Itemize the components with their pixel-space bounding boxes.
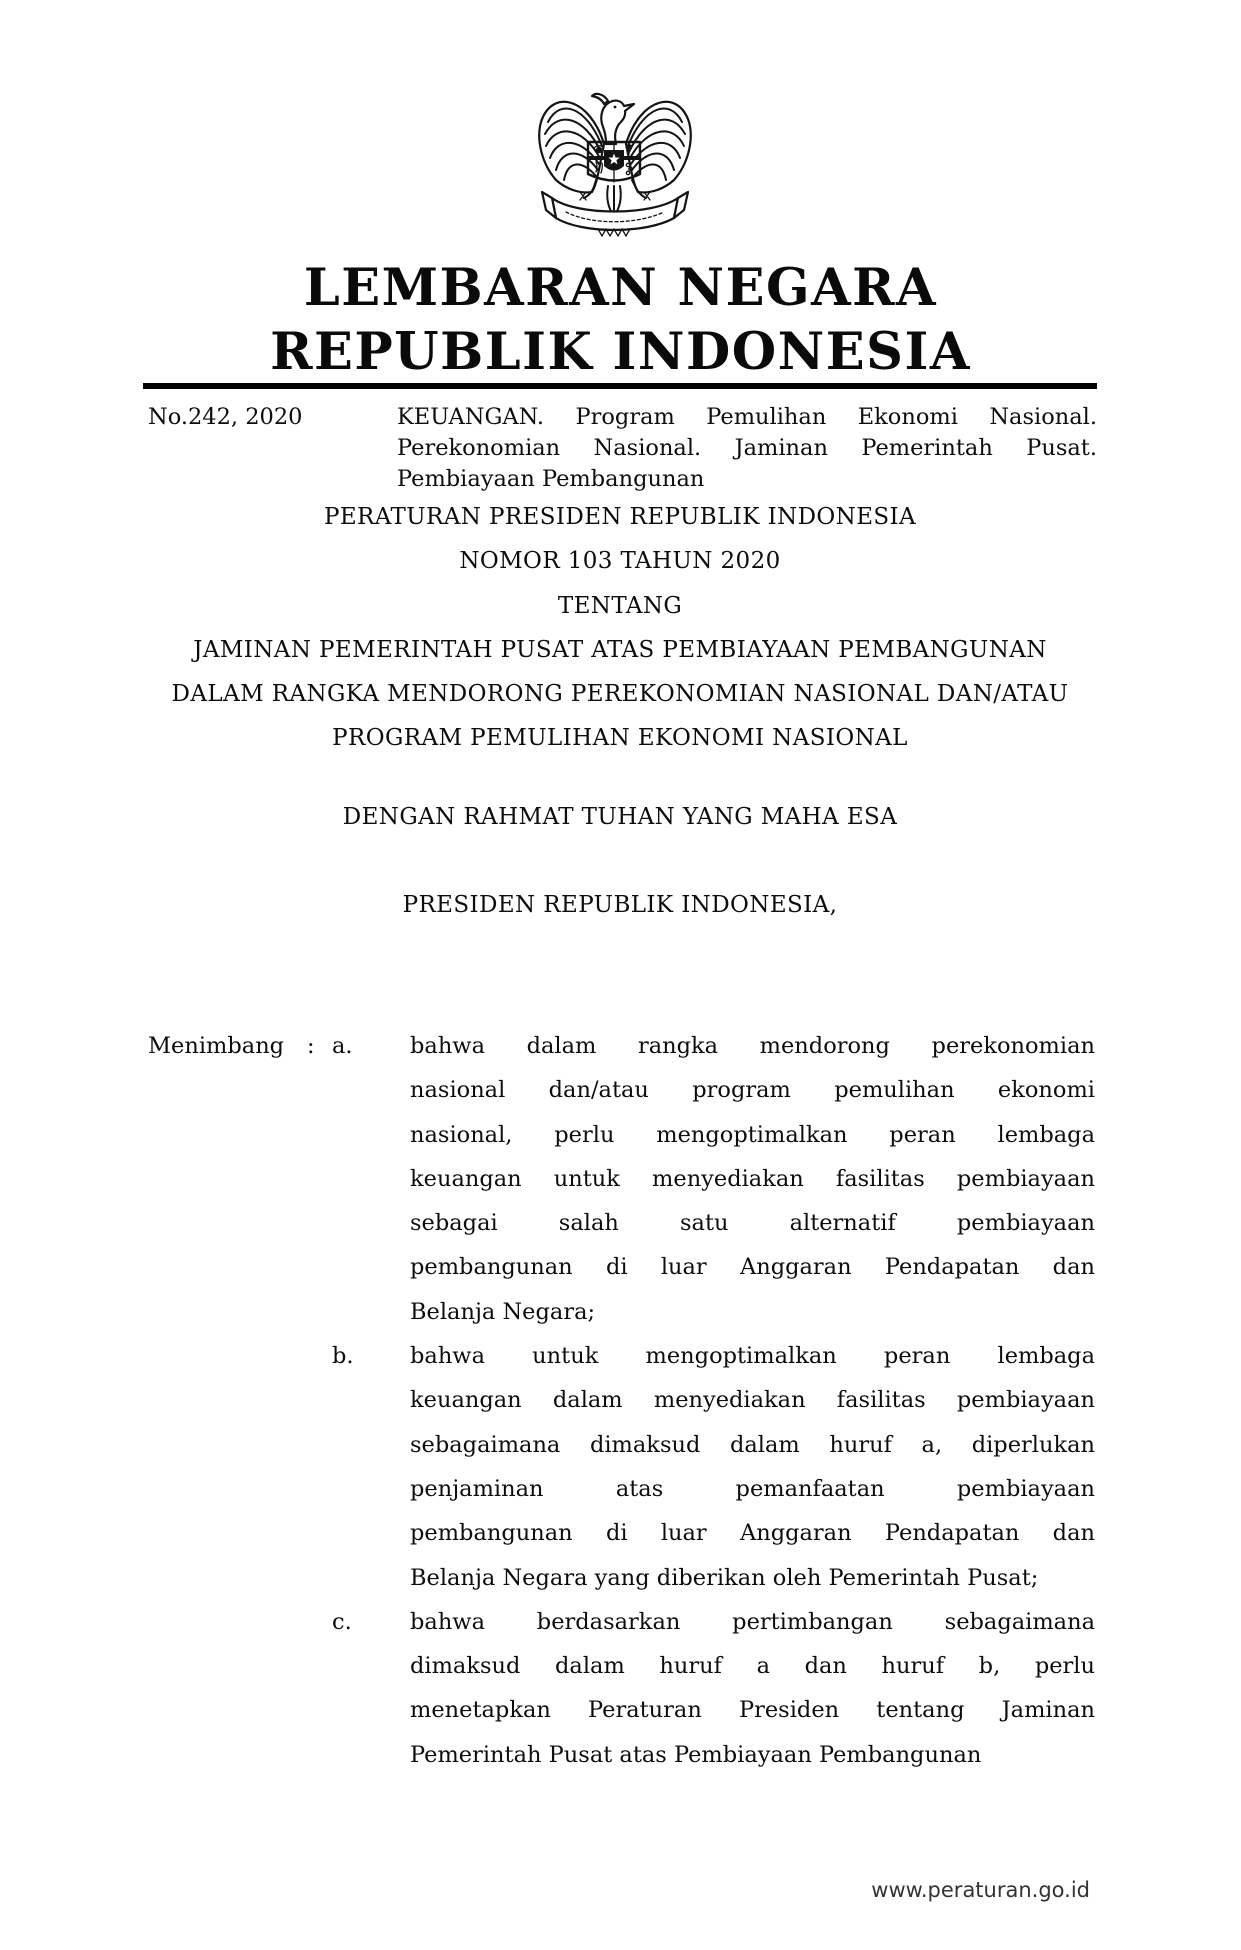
- considering-section: [148, 1024, 1095, 1777]
- item-letter: c.: [332, 1608, 352, 1635]
- regulation-type: PERATURAN PRESIDEN REPUBLIK INDONESIA: [323, 504, 917, 530]
- regulation-title-line: DALAM RANGKA MENDORONG PEREKONOMIAN NASIONAL DAN/ATAU: [171, 681, 1069, 708]
- subject-line: Pembiayaan Pembangunan: [397, 466, 705, 492]
- authority-line: PRESIDEN REPUBLIK INDONESIA,: [402, 892, 838, 918]
- regulation-title-line: PROGRAM PEMULIHAN EKONOMI NASIONAL: [332, 725, 908, 752]
- considering-item-a: [148, 1024, 1095, 1334]
- considering-colon: :: [307, 1033, 315, 1059]
- item-text: [410, 1334, 1095, 1600]
- consideration-line: Pemerintah Pusat atas Pembiayaan Pembangunan: [410, 1741, 982, 1768]
- item-letter: a.: [332, 1033, 353, 1059]
- subject-line: Perekonomian Nasional. Jaminan Pemerintah Pusat.: [397, 435, 1097, 461]
- consideration-line: keuangan dalam menyediakan fasilitas pembiayaan: [410, 1387, 1095, 1414]
- considering-item-c: [148, 1600, 1095, 1777]
- item-text: [410, 1024, 1095, 1334]
- gazette-title-line1: LEMBARAN NEGARA: [303, 258, 938, 318]
- masthead: [0, 256, 1241, 384]
- subject-line: KEUANGAN. Program Pemulihan Ekonomi Nasional.: [397, 404, 1097, 430]
- grace-line: DENGAN RAHMAT TUHAN YANG MAHA ESA: [342, 804, 898, 830]
- gazette-subject: [397, 402, 1097, 495]
- consideration-line: pembangunan di luar Anggaran Pendapatan dan: [410, 1520, 1095, 1547]
- gazette-meta: [148, 402, 1097, 495]
- consideration-line: dimaksud dalam huruf a dan huruf b, perlu: [410, 1653, 1095, 1680]
- consideration-line: keuangan untuk menyediakan fasilitas pembiayaan: [410, 1165, 1095, 1192]
- garuda-pancasila-emblem: [536, 86, 694, 240]
- regulation-headings: [143, 495, 1097, 761]
- about-label: TENTANG: [557, 592, 683, 619]
- gazette-title-line2: REPUBLIK INDONESIA: [270, 322, 971, 382]
- consideration-line: nasional dan/atau program pemulihan ekonomi: [410, 1077, 1095, 1104]
- consideration-line: menetapkan Peraturan Presiden tentang Jaminan: [410, 1697, 1095, 1724]
- consideration-line: bahwa dalam rangka mendorong perekonomian: [410, 1033, 1095, 1059]
- consideration-line: bahwa untuk mengoptimalkan peran lembaga: [410, 1343, 1095, 1370]
- item-text: [410, 1600, 1095, 1777]
- regulation-title-line: JAMINAN PEMERINTAH PUSAT ATAS PEMBIAYAAN PEMBANGUNAN: [193, 636, 1047, 663]
- consideration-line: penjaminan atas pemanfaatan pembiayaan: [410, 1475, 1095, 1502]
- consideration-line: Belanja Negara;: [410, 1298, 596, 1325]
- item-letter: b.: [332, 1343, 354, 1370]
- regulation-number: NOMOR 103 TAHUN 2020: [459, 548, 781, 575]
- consideration-line: nasional, perlu mengoptimalkan peran lembaga: [410, 1121, 1095, 1148]
- considering-item-b: [148, 1334, 1095, 1600]
- consideration-line: sebagai salah satu alternatif pembiayaan: [410, 1210, 1095, 1237]
- footer-url: www.peraturan.go.id: [871, 1878, 1090, 1902]
- gazette-number: No.242, 2020: [148, 404, 303, 430]
- consideration-line: pembangunan di luar Anggaran Pendapatan dan: [410, 1254, 1095, 1281]
- consideration-line: Belanja Negara yang diberikan oleh Pemerintah Pusat;: [410, 1564, 1039, 1591]
- masthead-rule: [143, 383, 1097, 389]
- consideration-line: sebagaimana dimaksud dalam huruf a, diperlukan: [410, 1431, 1095, 1458]
- considering-label: Menimbang: [148, 1033, 285, 1059]
- consideration-line: bahwa berdasarkan pertimbangan sebagaimana: [410, 1608, 1095, 1635]
